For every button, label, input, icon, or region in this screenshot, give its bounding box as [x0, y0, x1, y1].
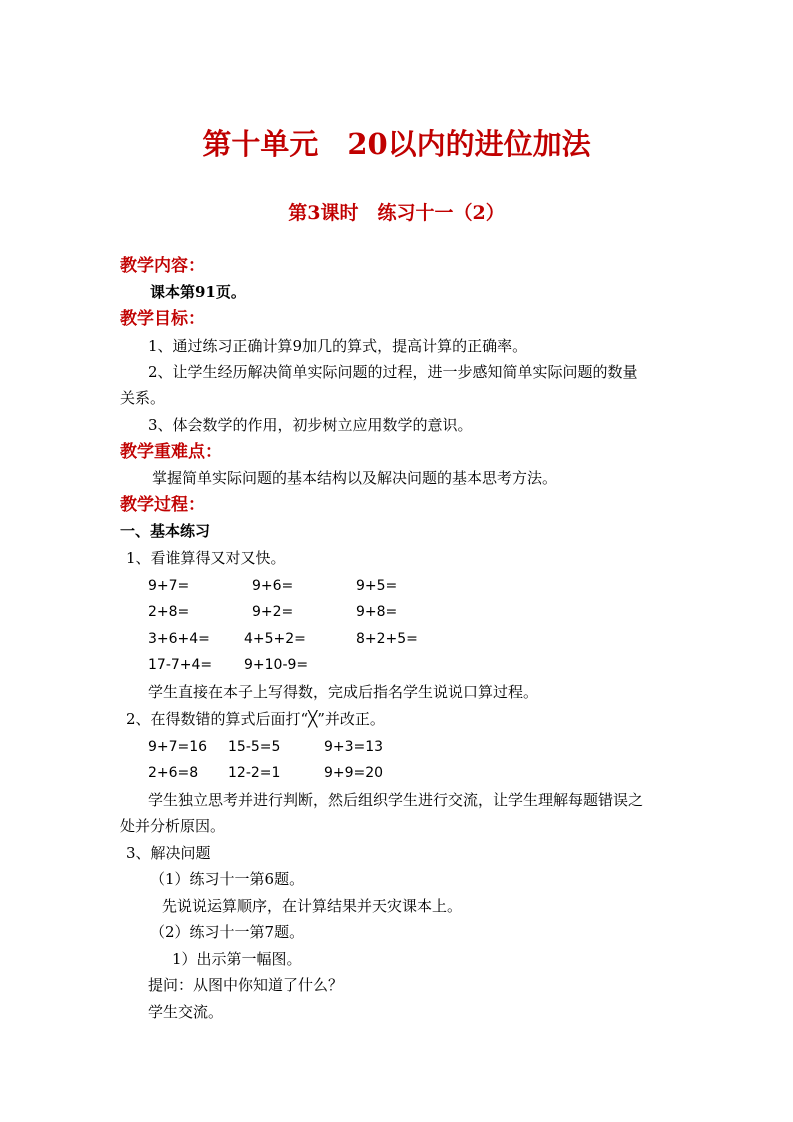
ex1-item: 9+8=	[356, 604, 398, 620]
ex1-item: 2+8=	[148, 604, 190, 620]
exercise-2-note-line-2: 处并分析原因。	[120, 817, 226, 835]
goal-item-2-line-2: 关系。	[120, 389, 166, 407]
lesson-title: 第3课时 练习十一（2）	[288, 202, 505, 224]
exercise-3-sub-1-text: 先说说运算顺序，在计算结果并天灾课本上。	[162, 897, 463, 915]
process-heading: 教学过程：	[120, 495, 205, 515]
goals-heading: 教学目标：	[120, 309, 205, 329]
goal-item-1: 1、通过练习正确计算9加几的算式，提高计算的正确率。	[148, 337, 528, 355]
exercise-3-title: 3、解决问题	[126, 844, 211, 862]
ex1-item: 3+6+4=	[148, 631, 210, 647]
ex1-item: 9+7=	[148, 578, 190, 594]
ex1-item: 17-7+4=	[148, 657, 213, 673]
ex1-item: 8+2+5=	[356, 631, 418, 647]
exercise-3-sub-1: （1）练习十一第6题。	[150, 870, 305, 888]
ex1-item: 9+2=	[252, 604, 294, 620]
content-heading: 教学内容：	[120, 256, 205, 276]
goal-item-2-line-1: 2、让学生经历解决简单实际问题的过程，进一步感知简单实际问题的数量	[148, 363, 638, 381]
ex1-item: 4+5+2=	[244, 631, 306, 647]
ex2-item: 15-5=5	[228, 739, 281, 755]
ex1-item: 9+10-9=	[244, 657, 309, 673]
exercise-1-title: 1、看谁算得又对又快。	[126, 549, 286, 567]
key-points-text: 掌握简单实际问题的基本结构以及解决问题的基本思考方法。	[152, 469, 558, 487]
ex2-item: 9+3=13	[324, 739, 384, 755]
ex2-item: 12-2=1	[228, 765, 281, 781]
unit-title: 第十单元 20以内的进位加法	[202, 127, 591, 161]
content-text: 课本第91页。	[150, 283, 246, 301]
exercise-3-sub-2: （2）练习十一第7题。	[150, 923, 305, 941]
key-points-heading: 教学重难点：	[120, 442, 222, 462]
section-basic-practice: 一、基本练习	[120, 522, 211, 540]
ex2-item: 9+9=20	[324, 765, 384, 781]
ex1-item: 9+6=	[252, 578, 294, 594]
exercise-3-sub-2-item: 1）出示第一幅图。	[172, 950, 302, 968]
exercise-3-exchange: 学生交流。	[148, 1003, 224, 1021]
exercise-2-title: 2、在得数错的算式后面打“╳”并改正。	[126, 710, 385, 728]
ex1-item: 9+5=	[356, 578, 398, 594]
goal-item-3: 3、体会数学的作用，初步树立应用数学的意识。	[148, 416, 473, 434]
exercise-1-note: 学生直接在本子上写得数，完成后指名学生说说口算过程。	[148, 683, 539, 701]
exercise-2-note-line-1: 学生独立思考并进行判断，然后组织学生进行交流，让学生理解每题错误之	[148, 791, 644, 809]
ex2-item: 2+6=8	[148, 765, 199, 781]
exercise-3-question: 提问：从图中你知道了什么？	[148, 976, 344, 994]
ex2-item: 9+7=16	[148, 739, 208, 755]
